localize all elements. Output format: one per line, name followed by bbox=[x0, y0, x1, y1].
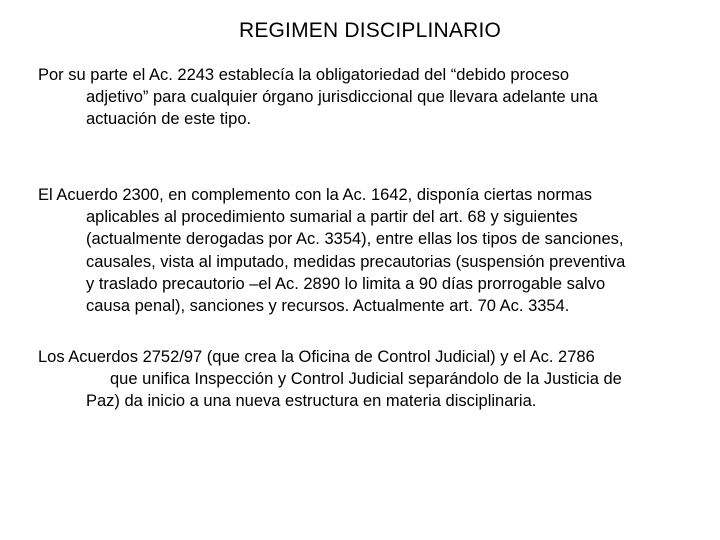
paragraph-acuerdos-2752 bbox=[0, 346, 720, 413]
paragraph-line: aplicables al procedimiento sumarial a partir del art. 68 y siguientes bbox=[86, 208, 578, 227]
paragraph-line: y traslado precautorio –el Ac. 2890 lo limita a 90 días prorrogable salvo bbox=[86, 274, 606, 293]
paragraph-line: El Acuerdo 2300, en complemento con la Ac. 1642, disponía ciertas normas bbox=[38, 186, 592, 204]
paragraph-line: Por su parte el Ac. 2243 establecía la obligatoriedad del “debido proceso bbox=[38, 66, 570, 84]
paragraph-line: causales, vista al imputado, medidas precautorias (suspensión preventiva bbox=[86, 252, 626, 271]
paragraph-acuerdo-2300 bbox=[0, 184, 720, 317]
paragraph-line: actuación de este tipo. bbox=[86, 110, 252, 129]
paragraph-line: (actualmente derogadas por Ac. 3354), entre ellas los tipos de sanciones, bbox=[86, 230, 624, 249]
paragraph-line: causa penal), sanciones y recursos. Actualmente art. 70 Ac. 3354. bbox=[86, 297, 570, 316]
paragraph-line: Los Acuerdos 2752/97 (que crea la Oficina de Control Judicial) y el Ac. 2786 bbox=[38, 348, 595, 366]
paragraph-line: adjetivo” para cualquier órgano jurisdiccional que llevara adelante una bbox=[86, 88, 598, 107]
paragraph-line: que unifica Inspección y Control Judicial separándolo de la Justicia de bbox=[110, 370, 622, 389]
paragraph-ac-2243 bbox=[0, 64, 720, 131]
slide-title: REGIMEN DISCIPLINARIO bbox=[238, 19, 502, 42]
paragraph-line: Paz) da inicio a una nueva estructura en materia disciplinaria. bbox=[86, 392, 537, 411]
